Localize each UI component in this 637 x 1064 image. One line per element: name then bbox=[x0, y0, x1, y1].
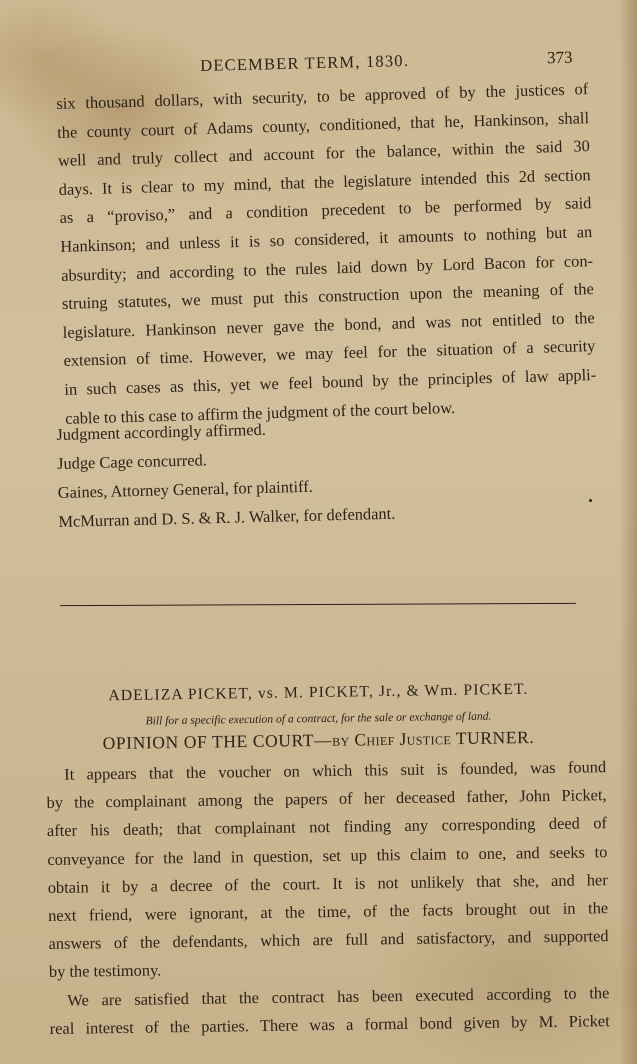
text-line: absurdity; and according to the rules laid down by Lord Bacon for con- bbox=[60, 250, 594, 285]
case-subtitle: Bill for a specific execution of a contract, for the sale or exchange of land. bbox=[145, 709, 492, 728]
text-line: next friend, were ignorant, at the time, of the facts brought out in the bbox=[48, 898, 609, 925]
judgment-notes bbox=[56, 409, 519, 536]
plaintiff-counsel-line: Gaines, Attorney General, for plaintiff. bbox=[57, 476, 313, 502]
text-line: We are satisfied that the contract has been executed according to the bbox=[67, 982, 610, 1010]
opinion-heading bbox=[0, 726, 637, 756]
text-line: It appears that the voucher on which this suit is founded, was found bbox=[64, 757, 607, 784]
concurrence-line: Judge Cage concurred. bbox=[56, 450, 207, 473]
page-edge-shadow bbox=[619, 0, 637, 1064]
text-line: real interest of the parties. There was a formal bond given by M. Picket bbox=[49, 1010, 610, 1038]
text-line: six thousand dollars, with security, to be approved of by the justices of bbox=[56, 79, 589, 113]
defendant-counsel-line: McMurran and D. S. & R. J. Walker, for defendant. bbox=[58, 503, 396, 531]
case-title: ADELIZA PICKET, vs. M. PICKET, Jr., & Wm. PICKET. bbox=[108, 680, 529, 705]
text-line: after his death; that complainant not finding any corresponding deed of bbox=[46, 813, 608, 841]
text-line: by the testimony. bbox=[48, 960, 162, 982]
opinion-heading-by: by Chief Justice bbox=[331, 728, 452, 750]
text-line: days. It is clear to my mind, that the legislature intended this 2d section bbox=[58, 164, 591, 199]
running-head: DECEMBER TERM, 1830. bbox=[200, 50, 410, 75]
text-line: answers of the defendants, which are full and satisfactory, and supported bbox=[48, 926, 609, 954]
text-line: obtain it by a decree of the court. It is not unlikely that she, and her bbox=[47, 869, 608, 897]
text-line: legislature. Hankinson never gave the bond, and was not entitled to the bbox=[62, 307, 595, 342]
text-line: cable to this case to affirm the judgment of the court below. bbox=[64, 397, 456, 428]
text-line: extension of time. However, we may feel for the situation of a security bbox=[63, 336, 596, 371]
judgment-line: Judgment accordingly affirmed. bbox=[56, 419, 267, 444]
top-paragraph bbox=[56, 75, 597, 433]
opinion-heading-prefix: OPINION OF THE COURT— bbox=[102, 729, 333, 754]
ink-speck bbox=[589, 499, 592, 502]
text-line: as a “proviso,” and a condition precedent to be performed by said bbox=[59, 193, 592, 228]
text-line: in such cases as this, yet we feel bound by the principles of law appli- bbox=[64, 364, 597, 399]
text-line: Hankinson; and unless it is so considered, it amounts to nothing but an bbox=[60, 222, 593, 256]
text-line: struing statutes, we must put this construction upon the meaning of the bbox=[61, 279, 595, 314]
opinion-heading-name: TURNER. bbox=[455, 726, 535, 749]
text-line: conveyance for the land in question, set up this claim to one, and seeks to bbox=[47, 841, 608, 869]
opinion-body bbox=[46, 753, 610, 1043]
text-line: well and truly collect and account for the balance, within the said 30 bbox=[57, 136, 591, 171]
text-line: by the complainant among the papers of her deceased father, John Picket, bbox=[46, 785, 607, 813]
text-line: the county court of Adams county, conditioned, that he, Hankinson, shall bbox=[56, 107, 590, 142]
section-divider bbox=[60, 603, 576, 606]
page-number: 373 bbox=[546, 47, 573, 68]
